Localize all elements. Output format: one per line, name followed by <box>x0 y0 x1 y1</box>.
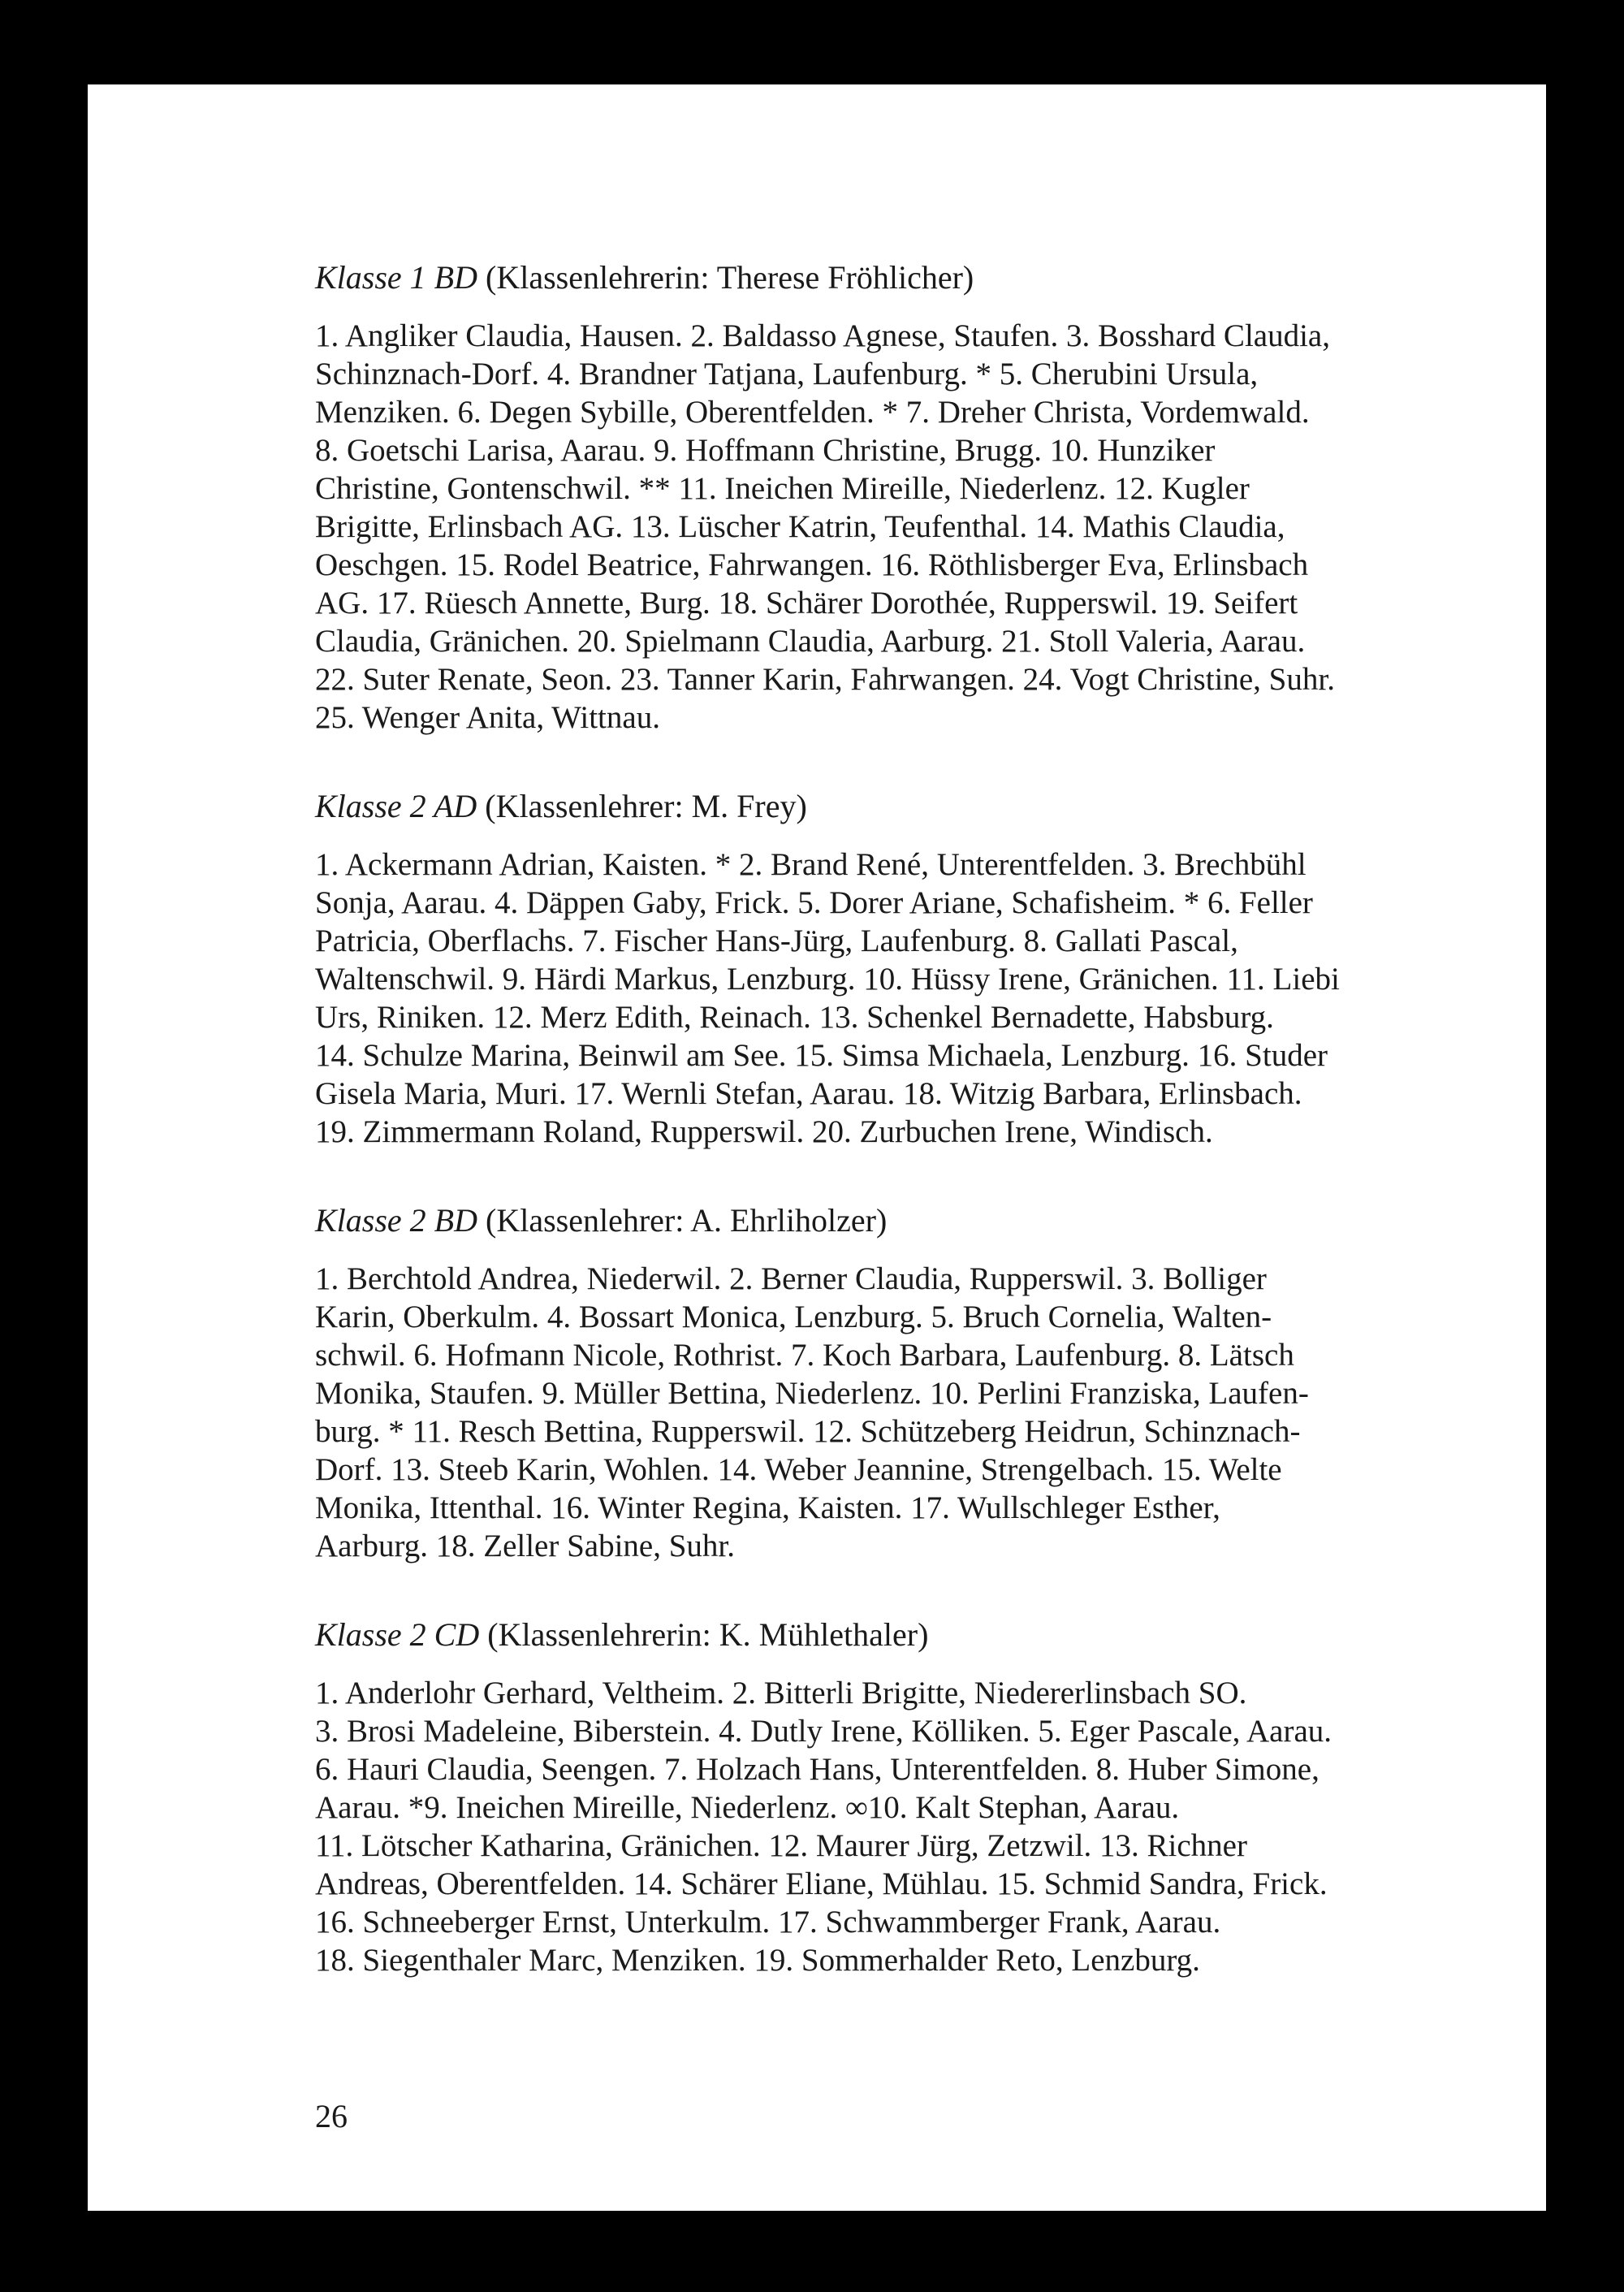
student-list-line: 1. Berchtold Andrea, Niederwil. 2. Berner Claudia, Rupperswil. 3. Bolliger <box>315 1261 1267 1296</box>
class-name: Klasse 1 BD <box>315 259 477 296</box>
student-list-line: Brigitte, Erlinsbach AG. 13. Lüscher Katrin, Teufenthal. 14. Mathis Claudia, <box>315 509 1285 544</box>
student-list-line: Monika, Staufen. 9. Müller Bettina, Niederlenz. 10. Perlini Franziska, Laufen- <box>315 1376 1309 1411</box>
class-teacher: (Klassenlehrer: M. Frey) <box>485 788 807 824</box>
class-section-2cd <box>315 1614 1566 1979</box>
student-list-line: 6. Hauri Claudia, Seengen. 7. Holzach Hans, Unterentfelden. 8. Huber Simone, <box>315 1752 1320 1787</box>
student-list-line: 1. Anderlohr Gerhard, Veltheim. 2. Bitterli Brigitte, Niedererlinsbach SO. <box>315 1676 1247 1710</box>
student-list-line: 18. Siegenthaler Marc, Menziken. 19. Sommerhalder Reto, Lenzburg. <box>315 1943 1200 1978</box>
student-list-line: Patricia, Oberflachs. 7. Fischer Hans-Jürg, Laufenburg. 8. Gallati Pascal, <box>315 923 1238 958</box>
student-list <box>315 317 1566 737</box>
page-content <box>315 257 1566 2028</box>
student-list <box>315 1260 1566 1565</box>
student-list <box>315 1674 1566 1979</box>
section-heading <box>315 1200 1566 1242</box>
student-list-line: Dorf. 13. Steeb Karin, Wohlen. 14. Weber Jeannine, Strengelbach. 15. Welte <box>315 1452 1282 1487</box>
student-list-line: Aarburg. 18. Zeller Sabine, Suhr. <box>315 1529 736 1563</box>
class-teacher: (Klassenlehrer: A. Ehrliholzer) <box>486 1202 888 1239</box>
student-list-line: 14. Schulze Marina, Beinwil am See. 15. Simsa Michaela, Lenzburg. 16. Studer <box>315 1038 1328 1073</box>
class-section-1bd <box>315 257 1566 737</box>
class-name: Klasse 2 AD <box>315 788 477 824</box>
student-list-line: Karin, Oberkulm. 4. Bossart Monica, Lenzburg. 5. Bruch Cornelia, Walten- <box>315 1300 1272 1334</box>
student-list-line: Monika, Ittenthal. 16. Winter Regina, Kaisten. 17. Wullschleger Esther, <box>315 1490 1220 1525</box>
student-list-line: Claudia, Gränichen. 20. Spielmann Claudia, Aarburg. 21. Stoll Valeria, Aarau. <box>315 624 1306 659</box>
section-heading <box>315 257 1566 299</box>
student-list-line: Oeschgen. 15. Rodel Beatrice, Fahrwangen. 16. Röthlisberger Eva, Erlinsbach <box>315 547 1309 582</box>
student-list-line: 22. Suter Renate, Seon. 23. Tanner Karin, Fahrwangen. 24. Vogt Christine, Suhr. <box>315 662 1335 697</box>
student-list-line: 25. Wenger Anita, Wittnau. <box>315 700 660 735</box>
section-heading <box>315 1614 1566 1656</box>
class-name: Klasse 2 BD <box>315 1202 477 1239</box>
student-list-line: 1. Angliker Claudia, Hausen. 2. Baldasso Agnese, Staufen. 3. Bosshard Claudia, <box>315 318 1330 353</box>
class-teacher: (Klassenlehrerin: Therese Fröhlicher) <box>486 259 974 296</box>
class-teacher: (Klassenlehrerin: K. Mühlethaler) <box>487 1616 929 1653</box>
student-list-line: Gisela Maria, Muri. 17. Wernli Stefan, Aarau. 18. Witzig Barbara, Erlinsbach. <box>315 1076 1302 1111</box>
student-list-line: Urs, Riniken. 12. Merz Edith, Reinach. 13. Schenkel Bernadette, Habsburg. <box>315 1000 1274 1035</box>
student-list-line: Sonja, Aarau. 4. Däppen Gaby, Frick. 5. Dorer Ariane, Schafisheim. * 6. Feller <box>315 885 1313 920</box>
student-list-line: Waltenschwil. 9. Härdi Markus, Lenzburg. 10. Hüssy Irene, Gränichen. 11. Liebi <box>315 962 1340 997</box>
student-list-line: Christine, Gontenschwil. ** 11. Ineichen Mireille, Niederlenz. 12. Kugler <box>315 471 1250 506</box>
student-list-line: 11. Lötscher Katharina, Gränichen. 12. Maurer Jürg, Zetzwil. 13. Richner <box>315 1828 1247 1863</box>
document-page <box>88 84 1546 2211</box>
class-section-2bd <box>315 1200 1566 1565</box>
page-number: 26 <box>315 2098 348 2134</box>
student-list-line: 8. Goetschi Larisa, Aarau. 9. Hoffmann Christine, Brugg. 10. Hunziker <box>315 433 1216 468</box>
class-section-2ad <box>315 785 1566 1151</box>
student-list <box>315 845 1566 1151</box>
class-name: Klasse 2 CD <box>315 1616 480 1653</box>
student-list-line: Aarau. *9. Ineichen Mireille, Niederlenz. ∞10. Kalt Stephan, Aarau. <box>315 1790 1180 1825</box>
student-list-line: 1. Ackermann Adrian, Kaisten. * 2. Brand René, Unterentfelden. 3. Brechbühl <box>315 847 1307 882</box>
student-list-line: Menziken. 6. Degen Sybille, Oberentfelden. * 7. Dreher Christa, Vordemwald. <box>315 395 1310 430</box>
student-list-line: 16. Schneeberger Ernst, Unterkulm. 17. Schwammberger Frank, Aarau. <box>315 1905 1221 1940</box>
student-list-line: 19. Zimmermann Roland, Rupperswil. 20. Zurbuchen Irene, Windisch. <box>315 1114 1213 1149</box>
student-list-line: schwil. 6. Hofmann Nicole, Rothrist. 7. Koch Barbara, Laufenburg. 8. Lätsch <box>315 1338 1294 1373</box>
student-list-line: Schinznach-Dorf. 4. Brandner Tatjana, Laufenburg. * 5. Cherubini Ursula, <box>315 357 1259 391</box>
student-list-line: 3. Brosi Madeleine, Biberstein. 4. Dutly Irene, Kölliken. 5. Eger Pascale, Aarau. <box>315 1714 1332 1749</box>
student-list-line: AG. 17. Rüesch Annette, Burg. 18. Schärer Dorothée, Rupperswil. 19. Seifert <box>315 586 1298 621</box>
student-list-line: burg. * 11. Resch Bettina, Rupperswil. 12. Schützeberg Heidrun, Schinznach- <box>315 1414 1301 1449</box>
section-heading <box>315 785 1566 828</box>
student-list-line: Andreas, Oberentfelden. 14. Schärer Eliane, Mühlau. 15. Schmid Sandra, Frick. <box>315 1866 1328 1901</box>
